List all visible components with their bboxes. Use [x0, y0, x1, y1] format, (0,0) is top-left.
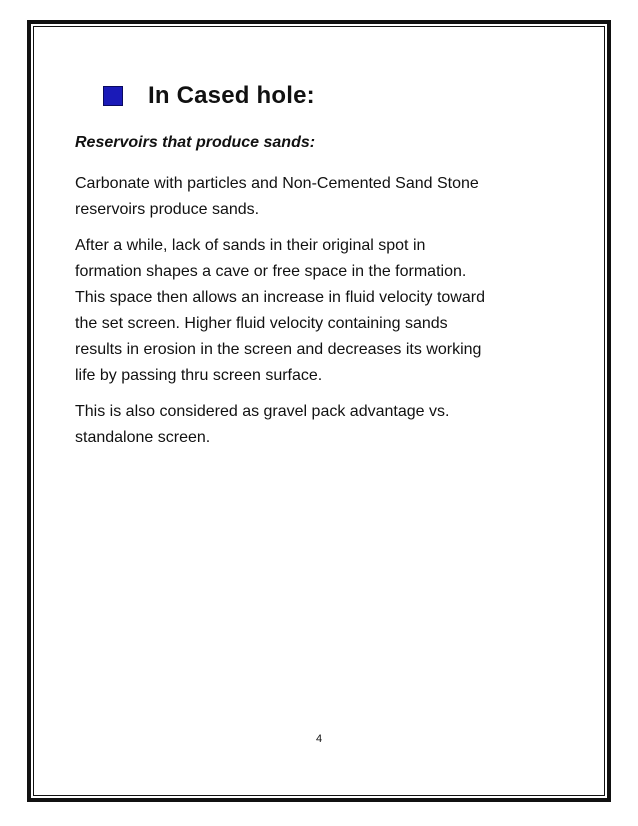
document-body	[75, 131, 595, 461]
paragraph-line: life by passing thru screen surface.	[75, 367, 323, 384]
paragraph-line: the set screen. Higher fluid velocity containing sands	[75, 315, 448, 332]
paragraph-line: results in erosion in the screen and decreases its working	[75, 341, 482, 358]
paragraph	[75, 233, 595, 389]
paragraph-line: formation shapes a cave or free space in the formation.	[75, 263, 467, 280]
paragraph-line: reservoirs produce sands.	[75, 201, 260, 218]
paragraph-line: Carbonate with particles and Non-Cemented Sand Stone	[75, 175, 479, 192]
square-bullet-icon	[103, 86, 123, 106]
paragraph-line: After a while, lack of sands in their original spot in	[75, 237, 426, 254]
heading-text: In Cased hole:	[148, 82, 315, 109]
section-heading	[103, 82, 315, 110]
subheading: Reservoirs that produce sands:	[75, 134, 316, 151]
paragraph	[75, 171, 595, 223]
paragraph-line: This space then allows an increase in fluid velocity toward	[75, 289, 485, 306]
paragraph-line: standalone screen.	[75, 429, 211, 446]
paragraph-line: This is also considered as gravel pack advantage vs.	[75, 403, 450, 420]
page-number: 4	[315, 733, 323, 745]
paragraph	[75, 399, 595, 451]
